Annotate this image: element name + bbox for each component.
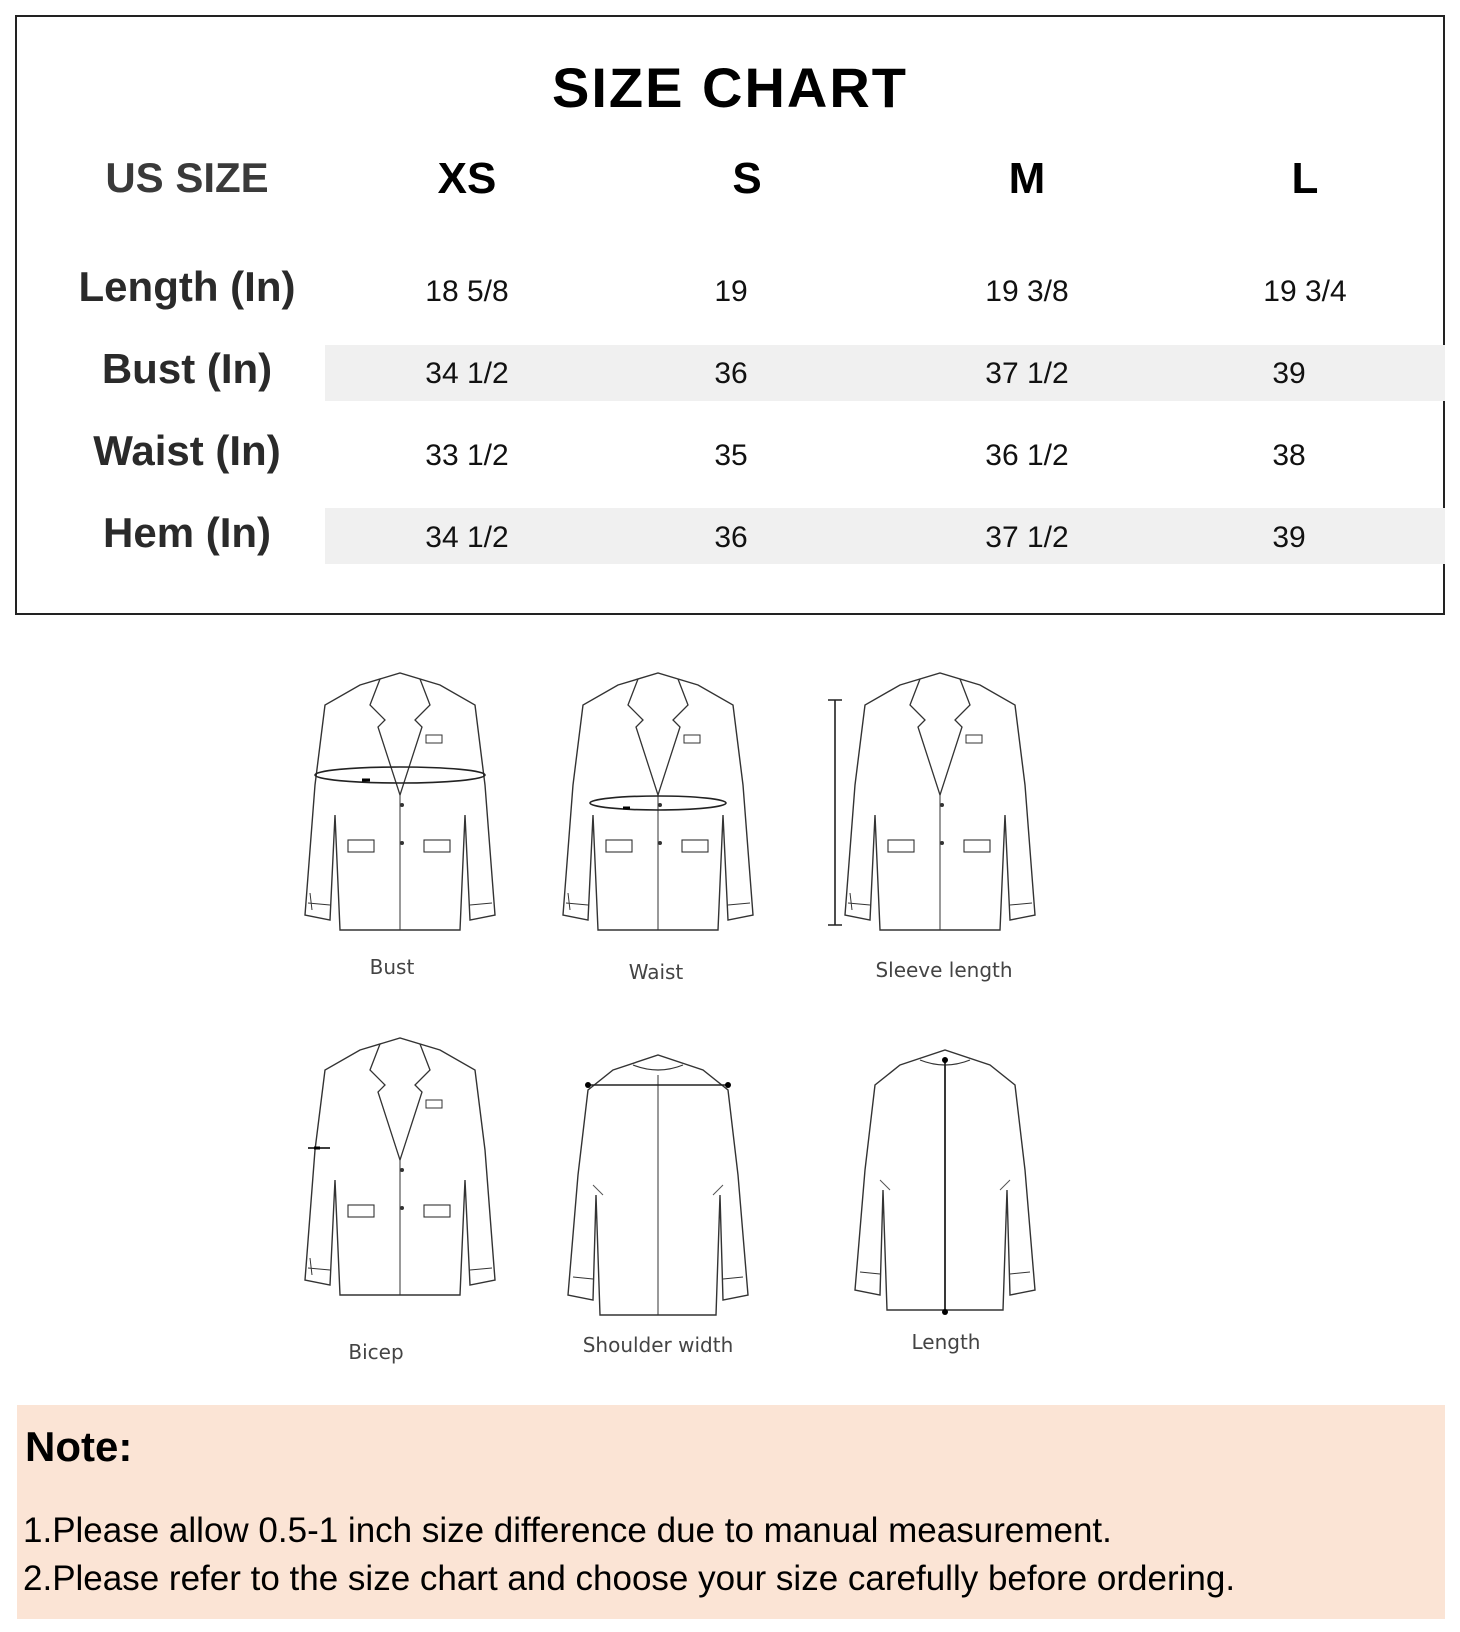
table-cell: 19 3/8 — [985, 275, 1069, 308]
size-header-s: S — [732, 154, 762, 203]
row-label-hem: Hem (In) — [103, 509, 271, 556]
table-cell: 39 — [1272, 521, 1306, 554]
table-cell: 36 — [714, 357, 748, 390]
table-cell: 37 1/2 — [985, 357, 1069, 390]
caption-shoulder-width: Shoulder width — [582, 1333, 734, 1357]
blazer-back-shoulder-icon — [558, 1045, 758, 1345]
table-cell: 18 5/8 — [425, 275, 509, 308]
row-label-bust: Bust (In) — [101, 345, 273, 392]
table-cell: 35 — [714, 439, 748, 472]
table-cell: 34 1/2 — [425, 357, 509, 390]
table-cell: 38 — [1272, 439, 1306, 472]
blazer-back-length-icon — [845, 1040, 1045, 1340]
blazer-front-waist-icon — [558, 665, 758, 965]
note-box — [17, 1405, 1445, 1619]
table-cell: 33 1/2 — [425, 439, 509, 472]
caption-bicep: Bicep — [348, 1340, 404, 1364]
caption-waist: Waist — [628, 960, 684, 984]
size-chart-table — [15, 15, 1445, 615]
blazer-front-bicep-icon — [300, 1030, 500, 1330]
note-line-2: 2.Please refer to the size chart and choose your size carefully before ordering. — [23, 1559, 1236, 1598]
size-header-m: M — [1008, 154, 1046, 203]
table-cell: 37 1/2 — [985, 521, 1069, 554]
table-cell: 34 1/2 — [425, 521, 509, 554]
caption-bust: Bust — [369, 955, 415, 979]
caption-sleeve-length: Sleeve length — [875, 958, 1013, 982]
blazer-front-bust-icon — [300, 665, 500, 965]
us-size-label: US SIZE — [105, 154, 269, 201]
row-label-length: Length (In) — [78, 263, 296, 310]
note-title: Note: — [25, 1423, 133, 1470]
table-cell: 36 — [714, 521, 748, 554]
blazer-front-sleeve-icon — [840, 665, 1040, 965]
caption-length: Length — [911, 1330, 981, 1354]
size-header-xs: XS — [437, 154, 497, 203]
table-cell: 19 3/4 — [1263, 275, 1347, 308]
note-line-1: 1.Please allow 0.5-1 inch size difference due to manual measurement. — [23, 1511, 1112, 1550]
table-cell: 36 1/2 — [985, 439, 1069, 472]
table-cell: 39 — [1272, 357, 1306, 390]
chart-title: SIZE CHART — [552, 56, 908, 119]
row-label-waist: Waist (In) — [93, 427, 281, 474]
table-cell: 19 — [714, 275, 748, 308]
size-header-l: L — [1291, 154, 1319, 203]
